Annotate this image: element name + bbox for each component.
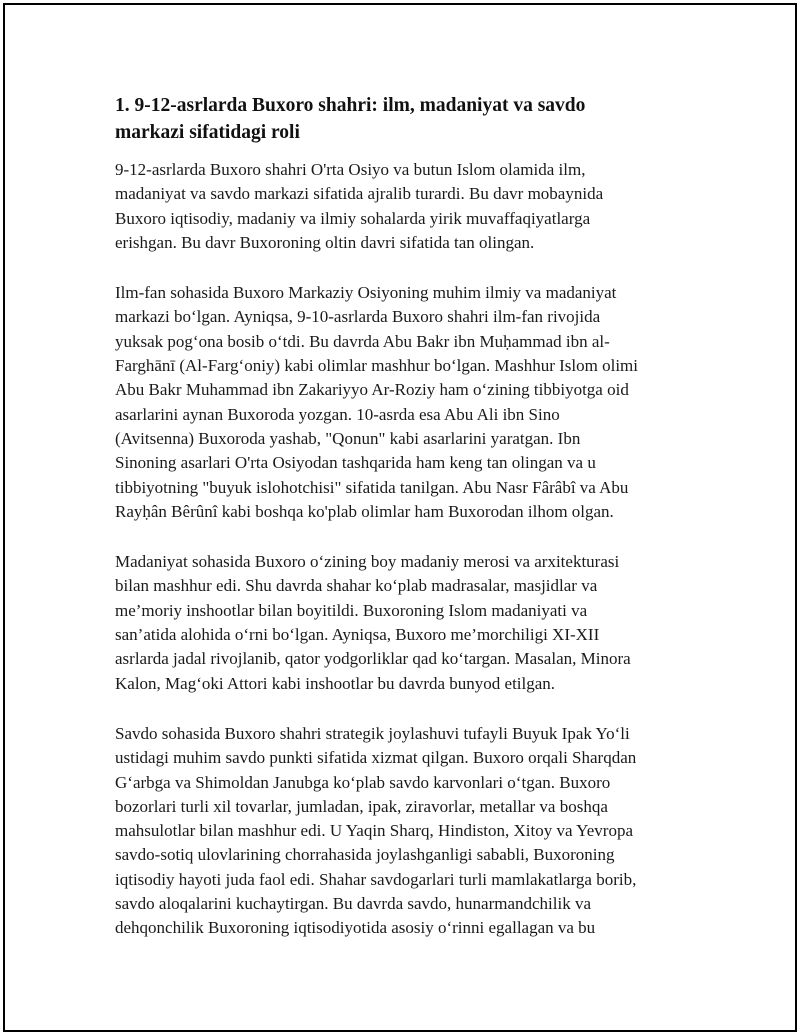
paragraph-culture: [115, 550, 675, 696]
text-line: Abu Bakr Muhammad ibn Zakariyyo Ar-Roziy ham oʻzining tibbiyotga oid: [115, 380, 629, 400]
text-line: markazi boʻlgan. Ayniqsa, 9-10-asrlarda Buxoro shahri ilm-fan rivojida: [115, 307, 601, 327]
text-line: Rayḥân Bêrûnî kabi boshqa ko'plab olimlar ham Buxorodan ilhom olgan.: [115, 501, 614, 521]
section-heading: [115, 92, 675, 146]
paragraph-trade: [115, 722, 675, 941]
text-line: dehqonchilik Buxoroning iqtisodiyotida asosiy oʻrinni egallagan va bu: [115, 918, 596, 938]
text-line: savdo aloqalarini kuchaytirgan. Bu davrda savdo, hunarmandchilik va: [115, 894, 592, 914]
text-line: (Avitsenna) Buxoroda yashab, "Qonun" kabi asarlarini yaratgan. Ibn: [115, 428, 581, 448]
text-line: erishgan. Bu davr Buxoroning oltin davri sifatida tan olingan.: [115, 232, 535, 252]
text-line: iqtisodiy hayoti juda faol edi. Shahar savdogarlari turli mamlakatlarga borib,: [115, 869, 637, 889]
text-line: asrlarda jadal rivojlanib, qator yodgorliklar qad koʻtargan. Masalan, Minora: [115, 649, 631, 669]
text-line: Sinoning asarlari O'rta Osiyodan tashqarida ham keng tan olingan va u: [115, 453, 596, 473]
text-line: yuksak pogʻona bosib oʻtdi. Bu davrda Abu Bakr ibn Muḥammad ibn al-: [115, 331, 610, 351]
text-line: savdo-sotiq ulovlarining chorrahasida joylashganligi sababli, Buxoroning: [115, 845, 615, 865]
text-line: san’atida alohida oʻrni boʻlgan. Ayniqsa, Buxoro me’morchiligi XI-XII: [115, 625, 600, 645]
paragraph-intro: [115, 158, 675, 255]
heading-line: markazi sifatidagi roli: [115, 122, 300, 143]
text-line: Kalon, Magʻoki Attori kabi inshootlar bu davrda bunyod etilgan.: [115, 673, 556, 693]
text-line: 9-12-asrlarda Buxoro shahri O'rta Osiyo va butun Islom olamida ilm,: [115, 160, 586, 179]
text-line: ustidagi muhim savdo punkti sifatida xizmat qilgan. Buxoro orqali Sharqdan: [115, 748, 637, 768]
document-body: [115, 92, 675, 941]
text-line: tibbiyotning "buyuk islohotchisi" sifatida tanilgan. Abu Nasr Fârâbî va Abu: [115, 477, 629, 497]
text-line: mahsulotlar bilan mashhur edi. U Yaqin Sharq, Hindiston, Xitoy va Yevropa: [115, 821, 633, 841]
text-line: bozorlari turli xil tovarlar, jumladan, ipak, ziravorlar, metallar va boshqa: [115, 796, 608, 816]
text-line: Madaniyat sohasida Buxoro oʻzining boy madaniy merosi va arxitekturasi: [115, 552, 620, 572]
text-line: Buxoro iqtisodiy, madaniy va ilmiy sohalarda yirik muvaffaqiyatlarga: [115, 208, 591, 228]
text-line: madaniyat va savdo markazi sifatida ajralib turardi. Bu davr mobaynida: [115, 184, 604, 204]
text-line: Gʻarbga va Shimoldan Janubga koʻplab savdo karvonlari oʻtgan. Buxoro: [115, 772, 611, 792]
heading-line: 1. 9-12-asrlarda Buxoro shahri: ilm, madaniyat va savdo: [115, 95, 586, 116]
text-line: asarlarini aynan Buxoroda yozgan. 10-asrda esa Abu Ali ibn Sino: [115, 404, 560, 424]
text-line: me’moriy inshootlar bilan boyitildi. Buxoroning Islom madaniyati va: [115, 600, 588, 620]
text-line: Ilm-fan sohasida Buxoro Markaziy Osiyoning muhim ilmiy va madaniyat: [115, 283, 617, 303]
text-line: Savdo sohasida Buxoro shahri strategik joylashuvi tufayli Buyuk Ipak Yoʻli: [115, 723, 630, 743]
text-line: bilan mashhur edi. Shu davrda shahar koʻplab madrasalar, masjidlar va: [115, 576, 598, 596]
paragraph-science: [115, 281, 675, 524]
text-line: Farghānī (Al-Fargʻoniy) kabi olimlar mashhur boʻlgan. Mashhur Islom olimi: [115, 356, 638, 376]
